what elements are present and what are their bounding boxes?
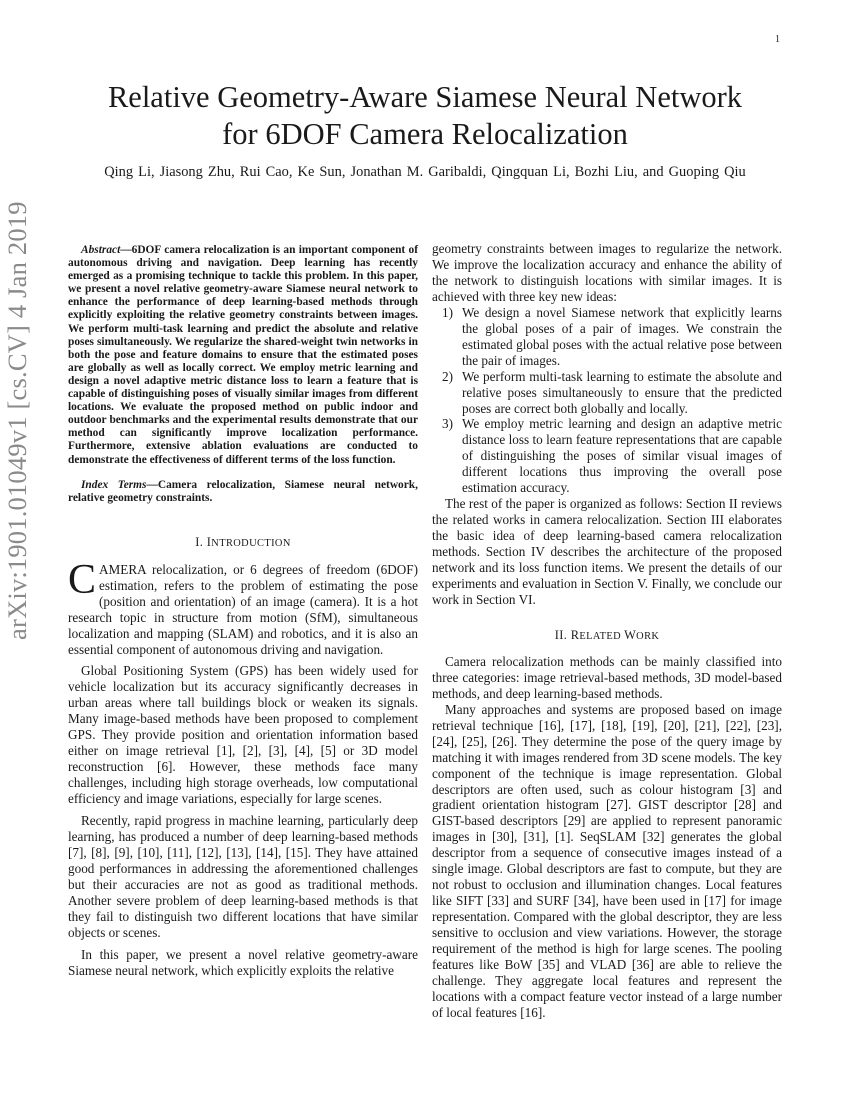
list-item: 1) We design a novel Siamese network that explicitly learns the global poses of a pair of images. We constrain the estimated global poses with the actual relative pose between the pair of images.: [442, 304, 782, 368]
list-item: 2) We perform multi-task learning to estimate the absolute and relative poses simultaneously to ensure that the predicted poses are correct both globally and locally.: [442, 368, 782, 416]
intro-paragraph-2: Global Positioning System (GPS) has been widely used for vehicle localization but its accuracy significantly decreases in urban areas where tall buildings block or weaken its signals. Many image-based methods have been proposed to complement GPS. They provide position and orientation information based either on image retrieval [1], [2], [3], [4], [5] or 3D model reconstruction [6]. However, these methods face many challenges, including high storage overheads, low computational efficiency and image variations, especially for large scenes.: [68, 663, 418, 807]
intro-paragraph-1: [68, 556, 418, 658]
key-ideas-list: [432, 305, 782, 496]
intro-paragraph-4: In this paper, we present a novel relative geometry-aware Siamese neural network, which explicitly exploits the relative: [68, 946, 418, 978]
list-item: 3) We employ metric learning and design an adaptive metric distance loss to learn feature representations that are capable of distinguishing the poses of similar visual images of different locations thus improving the overall pose estimation accuracy.: [442, 416, 782, 496]
related-work-paragraph-1: Camera relocalization methods can be mainly classified into three categories: image retrieval-based methods, 3D model-based methods, and deep learning-based methods.: [432, 653, 782, 701]
section-heading-related-work: II. RELATED WORK: [554, 627, 660, 642]
index-terms: Index Terms—Camera relocalization, Siamese neural network, relative geometry constraints.: [68, 478, 418, 504]
title-line-2: for 6DOF Camera Relocalization: [222, 117, 628, 151]
abstract-label: Abstract: [81, 244, 121, 256]
related-work-paragraph-2: Many approaches and systems are proposed based on image retrieval technique [16], [17], [18], [19], [20], [21], [22], [23], [24], [25], [26]. They determine the pose of the query image by matching it with images rendered from 3D scene models. The key component of the technique is image representation. Global descriptors are often used, such as colour histogram [3] and gradient orientation histogram [27]. GIST descriptor [28] and GIST-based descriptors [29] are applied to represent panoramic images in [30], [31], [1]. SeqSLAM [32] generates the global descriptor from a sequence of consecutive images instead of a single image. Global descriptors are fast to compute, but they are not robust to occlusion and illumination changes. Local features like SIFT [33] and SURF [34], have been used in [17] for image representation. Compared with the global descriptor, they are less sensitive to occlusion and view variations. However, the storage requirement of the method is high for large scenes. The pooling features like BoW [35] and VLAD [36] are able to relieve the challenge. They aggregate local features and represent the locations with a compact feature vector instead of a large number of local features [16].: [432, 701, 782, 1020]
abstract-text: 6DOF camera relocalization is an important component of autonomous driving and navigation. Deep learning has recently emerged as a promising technique to tackle this problem. In this paper, we present a novel relative geometry-aware Siamese neural network to enhance the performance of deep learning-based methods through explicitly exploiting the relative geometry constraints between images. We perform multi-task learning and predict the absolute and relative poses simultaneously. We regularize the shared-weight twin networks in both the pose and feature domains to ensure that the estimated poses are globally as well as locally correct. We employ metric learning and design a novel adaptive metric distance loss to learn a feature that is capable of distinguishing poses of visually similar images from different locations. We evaluate the proposed method on public indoor and outdoor benchmarks and the experimental results demonstrate that our method can significantly improve localization performance. Furthermore, extensive ablation evaluations are conducted to demonstrate the effectiveness of different terms of the loss function.: [68, 244, 418, 466]
index-terms-text: Camera relocalization, Siamese neural network, relative geometry constraints.: [68, 478, 418, 504]
abstract: Abstract—6DOF camera relocalization is an important component of autonomous driving and navigation. Deep learning has recently emerged as a promising technique to tackle this problem. In this paper, we present a novel relative geometry-aware Siamese neural network to enhance the performance of deep learning-based methods through explicitly exploiting the relative geometry constraints between images. We perform multi-task learning and predict the absolute and relative poses simultaneously. We regularize the shared-weight twin networks in both the pose and feature domains to ensure that the estimated poses are globally as well as locally correct. We employ metric learning and design a novel adaptive metric distance loss to learn a feature that is capable of distinguishing poses of visually similar images from different locations. We evaluate the proposed method on public indoor and outdoor benchmarks and the experimental results demonstrate that our method can significantly improve localization performance. Furthermore, extensive ablation evaluations are conducted to demonstrate the effectiveness of different terms of the loss function.: [68, 244, 418, 466]
author-list: Qing Li, Jiasong Zhu, Rui Cao, Ke Sun, Jonathan M. Garibaldi, Qingquan Li, Bozhi Liu, and Guoping Qiu: [104, 164, 746, 180]
left-column: [68, 244, 418, 979]
drop-cap: C: [68, 556, 97, 603]
paper-title: [60, 79, 790, 153]
intro-paragraph-1-text: AMERA relocalization, or 6 degrees of freedom (6DOF) estimation, refers to the problem of estimating the pose (position and orientation) of an image (camera). It is a hot research topic in structure from motion (SfM), simultaneous localization and mapping (SLAM) and robotics, and it is also an essential component of autonomous driving and navigation.: [68, 561, 418, 657]
arxiv-identifier-stamp: arXiv:1901.01049v1 [cs.CV] 4 Jan 2019: [2, 201, 32, 640]
right-column: [432, 241, 782, 1021]
title-line-1: Relative Geometry-Aware Siamese Neural Network: [107, 80, 743, 114]
index-terms-label: Index Terms: [81, 478, 147, 491]
intro-paragraph-3: Recently, rapid progress in machine learning, particularly deep learning, has produced a number of deep learning-based methods [7], [8], [9], [10], [11], [12], [13], [14], [15]. They have attained good performances in addressing the aforementioned challenges but their accuracies are not as good as traditional methods. Another severe problem of deep learning-based methods is that they fail to distinguish two different locations that have similar objects or scenes.: [68, 813, 418, 940]
intro-continuation: geometry constraints between images to regularize the network. We improve the localization accuracy and enhance the ability of the network to distinguish locations with similar images. It is achieved with three key new ideas:: [432, 241, 782, 304]
page-number: 1: [775, 34, 780, 45]
section-heading-introduction: I. INTRODUCTION: [195, 534, 291, 549]
paper-organization-paragraph: The rest of the paper is organized as follows: Section II reviews the related works in camera relocalization. Section III elaborates the basic idea of deep learning-based camera relocalization methods. Section IV describes the architecture of the proposed network and its loss function items. We present the details of our experiments and evaluation in Section V. Finally, we conclude our work in Section VI.: [432, 496, 782, 607]
